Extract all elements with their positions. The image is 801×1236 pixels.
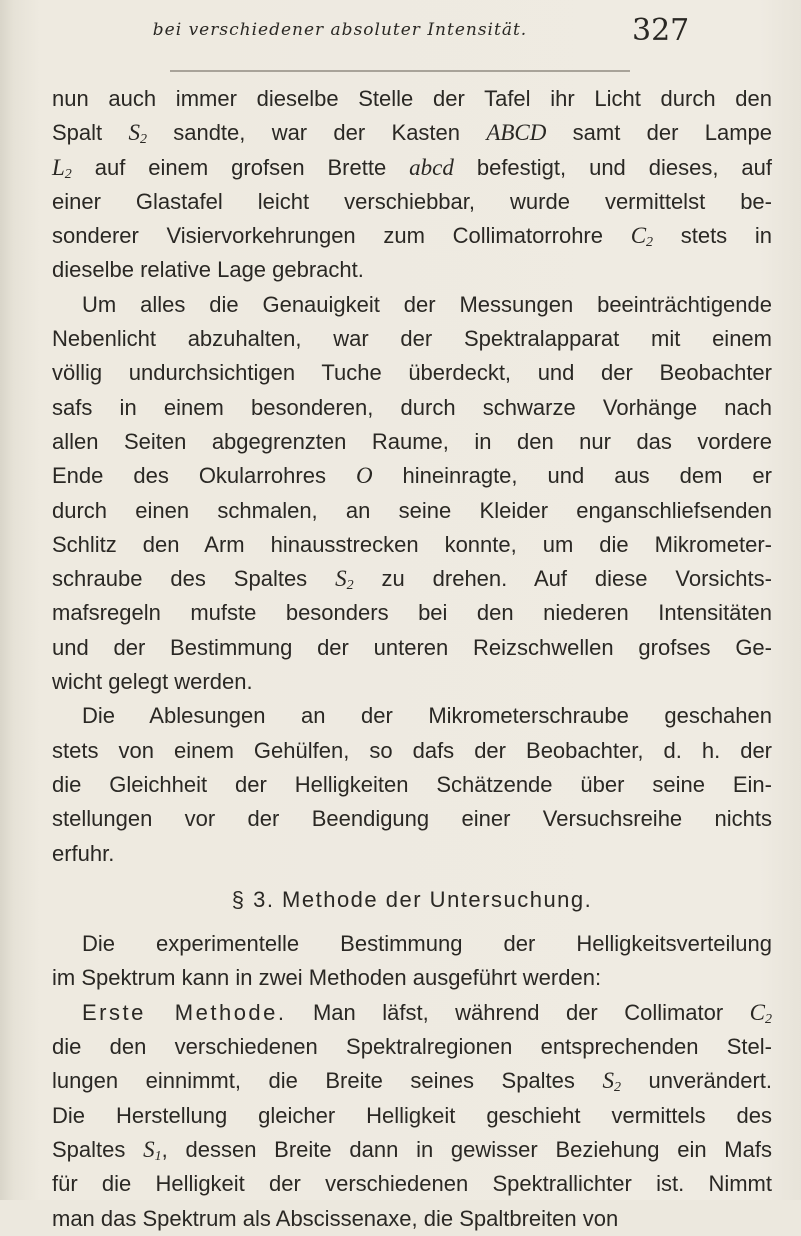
text-line: Erste Methode. Man läfst, während der Collimator $C_2$: [82, 999, 773, 1027]
text-line: Spaltes $S_1$, dessen Breite dann in gewisser Beziehung ein Mafs: [52, 1136, 772, 1164]
text-line: die den verschiedenen Spektralregionen entsprechenden Stel-: [52, 1034, 772, 1060]
paragraph-4: [52, 927, 772, 996]
body-text: [52, 82, 772, 1236]
text-line: mafsregeln mufste besonders bei den niederen Intensitäten: [52, 600, 772, 626]
text-line: einer Glastafel leicht verschiebbar, wurde vermittelst be-: [52, 188, 772, 214]
section-heading: § 3. Methode der Untersuchung.: [231, 886, 593, 912]
text-line: durch einen schmalen, an seine Kleider enganschliefsenden: [52, 497, 772, 523]
text-line: lungen einnimmt, die Breite seines Spaltes $S_2$ unverändert.: [52, 1068, 772, 1096]
math-variable: O: [355, 463, 373, 489]
text-line: im Spektrum kann in zwei Methoden ausgeführt werden:: [52, 965, 602, 991]
text-line: wicht gelegt werden.: [52, 669, 253, 695]
paragraph-1: [52, 82, 772, 288]
text-line: stets von einem Gehülfen, so dafs der Beobachter, d. h. der: [52, 737, 772, 763]
text-line: safs in einem besonderen, durch schwarze Vorhänge nach: [52, 394, 772, 420]
paragraph-3: [52, 699, 772, 870]
text-line: Um alles die Genauigkeit der Messungen beeinträchtigende: [82, 291, 772, 317]
text-line: Nebenlicht abzuhalten, war der Spektralapparat mit einem: [52, 326, 772, 352]
math-variable: $C_2$: [630, 223, 654, 251]
text-line: die Gleichheit der Helligkeiten Schätzende über seine Ein-: [52, 771, 772, 797]
math-variable: $S_2$: [335, 566, 354, 594]
text-line: Die experimentelle Bestimmung der Helligkeitsverteilung: [82, 931, 772, 957]
text-line: allen Seiten abgegrenzten Raume, in den nur das vordere: [52, 428, 772, 454]
math-variable: $S_1$: [143, 1136, 162, 1164]
text-line: und der Bestimmung der unteren Reizschwellen grofses Ge-: [52, 634, 772, 660]
text-line: man das Spektrum als Abscissenaxe, die Spaltbreiten von: [52, 1205, 619, 1231]
text-line: Die Ablesungen an der Mikrometerschraube geschahen: [82, 703, 772, 729]
page-header: [0, 14, 801, 54]
text-line: erfuhr.: [52, 840, 115, 866]
text-line: dieselbe relative Lage gebracht.: [52, 257, 364, 283]
text-line: $L_2$ auf einem grofsen Brette abcd befestigt, und dieses, auf: [52, 154, 772, 182]
math-variable: $S_2$: [602, 1068, 621, 1096]
text-line: Ende des Okularrohres O hineinragte, und aus dem er: [52, 463, 772, 489]
text-line: Schlitz den Arm hinausstrecken konnte, um die Mikrometer-: [52, 531, 772, 557]
text-line: schraube des Spaltes $S_2$ zu drehen. Auf diese Vorsichts-: [52, 566, 772, 594]
text-line: sonderer Visiervorkehrungen zum Collimatorrohre $C_2$ stets in: [52, 223, 772, 251]
text-line: Spalt $S_2$ sandte, war der Kasten ABCD samt der Lampe: [52, 120, 772, 148]
page-number: 327: [632, 13, 690, 48]
running-title: bei verschiedener absoluter Intensität.: [152, 20, 528, 40]
header-rule: [170, 70, 630, 72]
text-line: Die Herstellung gleicher Helligkeit geschieht vermittels des: [52, 1102, 772, 1128]
math-variable: $L_2$: [52, 154, 72, 182]
paragraph-2: [52, 288, 772, 700]
text-line: nun auch immer dieselbe Stelle der Tafel ihr Licht durch den: [52, 86, 772, 111]
emphasized-term: Erste Methode.: [82, 999, 287, 1025]
math-variable: $C_2$: [749, 999, 773, 1027]
paragraph-5: [52, 996, 772, 1236]
text-line: stellungen vor der Beendigung einer Versuchsreihe nichts: [52, 806, 772, 832]
math-variable: $S_2$: [128, 120, 147, 148]
text-line: für die Helligkeit der verschiedenen Spektrallichter ist. Nimmt: [52, 1171, 772, 1197]
math-variable: ABCD: [486, 120, 547, 146]
math-variable: abcd: [409, 154, 454, 180]
text-line: völlig undurchsichtigen Tuche überdeckt, und der Beobachter: [52, 360, 772, 386]
